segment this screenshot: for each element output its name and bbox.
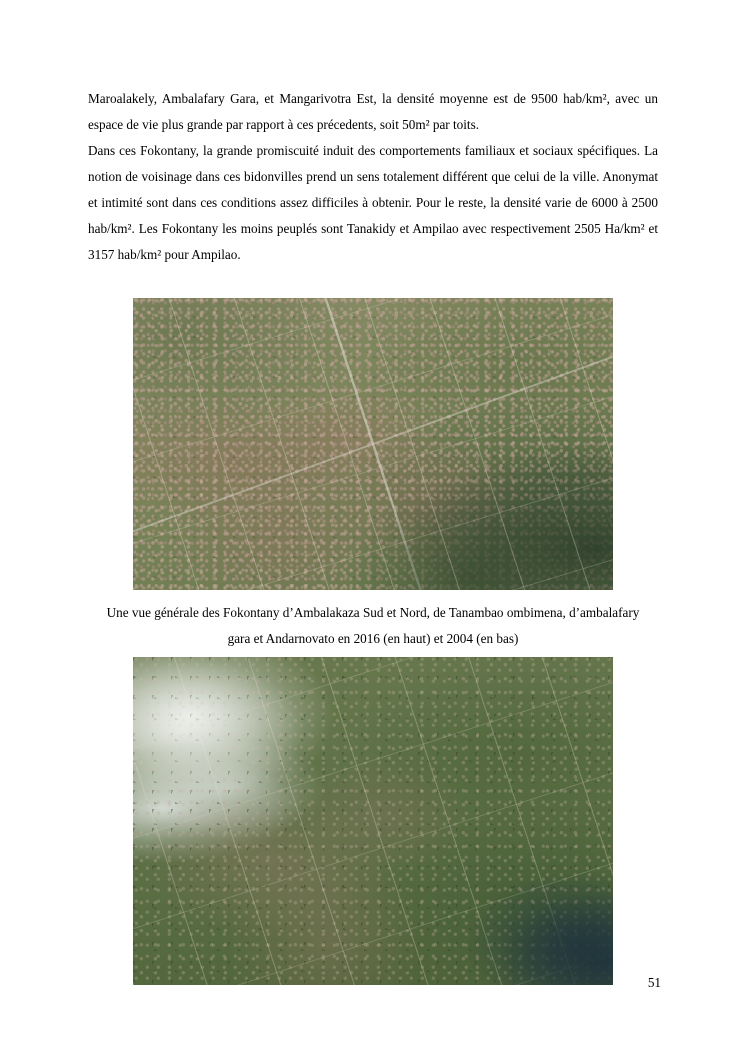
body-paragraph-1: Maroalakely, Ambalafary Gara, et Mangarivotra Est, la densité moyenne est de 9500 hab/km², avec un espace de vie plus grande par rapport à ces précedents, soit 50m² par toits. <box>88 91 658 132</box>
figure-caption: Une vue générale des Fokontany d’Ambalakaza Sud et Nord, de Tanambao ombimena, d’ambalafary gara et Andarnovato en 2016 (en haut) et 2004 (en bas) <box>106 605 640 646</box>
page-content <box>88 86 658 268</box>
aerial-photo-2016 <box>133 298 613 590</box>
figure-2016 <box>88 298 658 590</box>
figure-2004 <box>88 657 658 985</box>
aerial-photo-2004 <box>133 657 613 985</box>
figure-caption-block <box>88 600 658 652</box>
page-number: 51 <box>647 975 661 990</box>
body-paragraph-2: Dans ces Fokontany, la grande promiscuité induit des comportements familiaux et sociaux spécifiques. La notion de voisinage dans ces bidonvilles prend un sens totalement différent que celui de la ville. Anonymat et intimité sont dans ces conditions assez difficiles à obtenir. Pour le reste, la densité varie de 6000 à 2500 hab/km². Les Fokontany les moins peuplés sont Tanakidy et Ampilao avec respectivement 2505 Ha/km² et 3157 hab/km² pour Ampilao. <box>88 143 658 262</box>
